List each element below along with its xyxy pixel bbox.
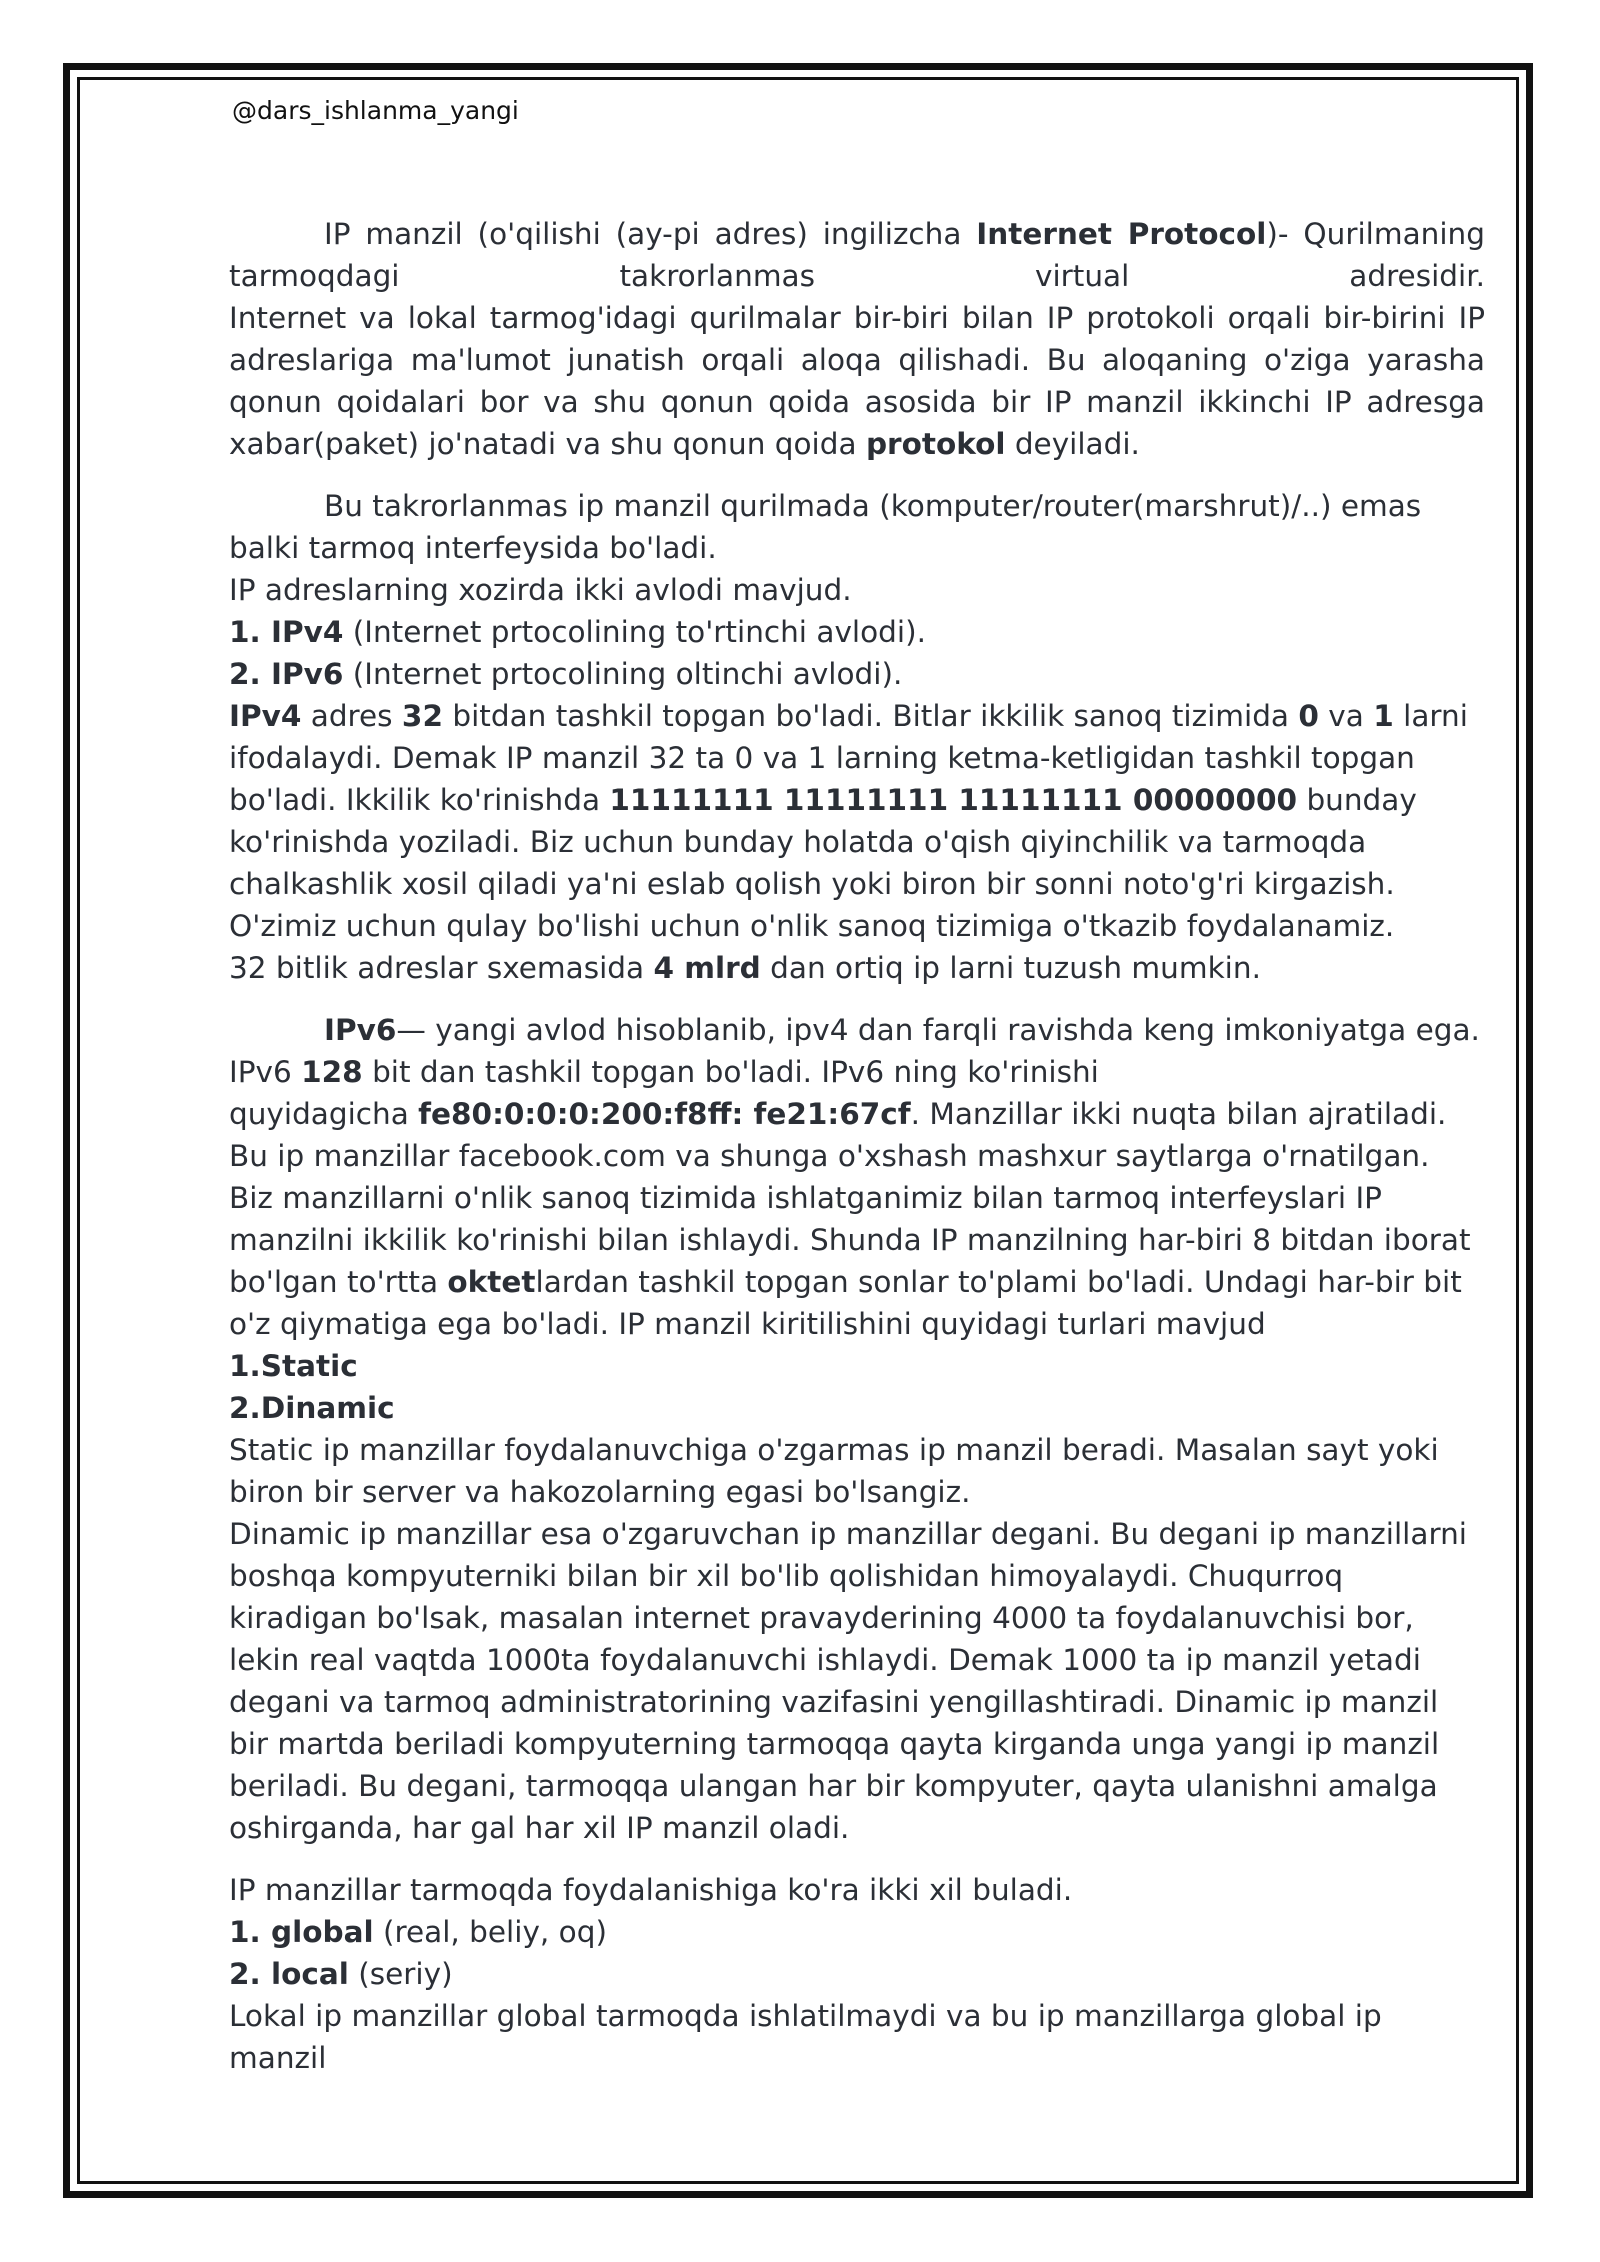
channel-handle: @dars_ishlanma_yangi xyxy=(232,96,519,125)
list-item-ipv4: 1. IPv4 (Internet prtocolining to'rtinchi avlodi). xyxy=(229,615,926,649)
paragraph-ipv6-intro: IPv6— yangi avlod hisoblanib, ipv4 dan farqli ravishda keng imkoniyatga ega. xyxy=(324,1013,1480,1047)
paragraph-interface: Bu takrorlanmas ip manzil qurilmada (komputer/router(marshrut)/..) emas balki tarmoq interfeysida bo'ladi. xyxy=(229,489,1422,565)
paragraph-ip-definition-line2: tarmoqdagi takrorlanmas virtual adresidir. xyxy=(229,259,1485,293)
paragraph-local-ip: Lokal ip manzillar global tarmoqda ishlatilmaydi va bu ip manzillarga global ip manzil xyxy=(229,1999,1382,2075)
paragraph-octets: Biz manzillarni o'nlik sanoq tizimida ishlatganimiz bilan tarmoq interfeyslari IP manzilni ikkilik ko'rinishi bilan ishlaydi. Shunda IP manzilning har-biri 8 bitdan iborat bo'lgan to'rtta oktetlardan tashkil topgan sonlar to'plami bo'ladi. Undagi har-bir bit o'z qiymatiga ega bo'ladi. IP manzil kiritilishini quyidagi turlari mavjud xyxy=(229,1181,1471,1341)
paragraph-ipv6-example: quyidagicha fe80:0:0:0:200:f8ff: fe21:67cf. Manzillar ikki nuqta bilan ajratiladi. Bu ip manzillar facebook.com va shunga o'xshash mashxur saytlarga o'rnatilgan. xyxy=(229,1097,1447,1173)
document-body xyxy=(229,213,1485,2079)
paragraph-dinamic: Dinamic ip manzillar esa o'zgaruvchan ip manzillar degani. Bu degani ip manzillarni boshqa kompyuterniki bilan bir xil bo'lib qolishidan himoyalaydi. Chuqurroq kiradigan bo'lsak, masalan internet pravayderining 4000 ta foydalanuvchisi bor, lekin real vaqtda 1000ta foydalanuvchi ishlaydi. Demak 1000 ta ip manzil yetadi degani va tarmoq administratorining vazifasini yengillashtiradi. Dinamic ip manzil bir martda beriladi kompyuterning tarmoqqa qayta kirganda unga yangi ip manzil beriladi. Bu degani, tarmoqqa ulangan har bir kompyuter, qayta ulanishni amalga oshirganda, har gal har xil IP manzil oladi. xyxy=(229,1517,1467,1845)
paragraph-ip-definition-line1: IP manzil (o'qilishi (ay-pi adres) ingilizcha Internet Protocol)- Qurilmaning xyxy=(324,217,1485,251)
list-item-ipv6: 2. IPv6 (Internet prtocolining oltinchi avlodi). xyxy=(229,657,903,691)
list-item-local: 2. local (seriy) xyxy=(229,1957,453,1991)
paragraph-ipv6-bits: IPv6 128 bit dan tashkil topgan bo'ladi. IPv6 ning ko'rinishi xyxy=(229,1055,1099,1089)
heading-dinamic: 2.Dinamic xyxy=(229,1391,395,1425)
paragraph-static: Static ip manzillar foydalanuvchiga o'zgarmas ip manzil beradi. Masalan sayt yoki biron bir server va hakozolarning egasi bo'lsangiz. xyxy=(229,1433,1439,1509)
list-item-global: 1. global (real, beliy, oq) xyxy=(229,1915,607,1949)
paragraph-ip-protocol: Internet va lokal tarmog'idagi qurilmalar bir-biri bilan IP protokoli orqali bir-birini IP adreslariga ma'lumot junatish orqali aloqa qilishadi. Bu aloqaning o'ziga yarasha qonun qoidalari bor va shu qonun qoida asosida bir IP manzil ikkinchi IP adresga xabar(paket) jo'natadi va shu qonun qoida protokol deyiladi. xyxy=(229,301,1485,461)
paragraph-usage-types: IP manzillar tarmoqda foydalanishiga ko'ra ikki xil buladi. xyxy=(229,1873,1073,1907)
heading-static: 1.Static xyxy=(229,1349,358,1383)
paragraph-generations: IP adreslarning xozirda ikki avlodi mavjud. xyxy=(229,573,852,607)
paragraph-ipv4-bits: IPv4 adres 32 bitdan tashkil topgan bo'ladi. Bitlar ikkilik sanoq tizimida 0 va 1 larni ifodalaydi. Demak IP manzil 32 ta 0 va 1 larning ketma-ketligidan tashkil topgan bo'ladi. Ikkilik ko'rinishda 11111111 11111111 11111111 00000000 bunday ko'rinishda yoziladi. Biz uchun bunday holatda o'qish qiyinchilik va tarmoqda chalkashlik xosil qiladi ya'ni eslab qolish yoki biron bir sonni noto'g'ri kirgazish. O'zimiz uchun qulay bo'lishi uchun o'nlik sanoq tizimiga o'tkazib foydalanamiz. xyxy=(229,699,1468,943)
paragraph-ipv4-count: 32 bitlik adreslar sxemasida 4 mlrd dan ortiq ip larni tuzush mumkin. xyxy=(229,951,1261,985)
